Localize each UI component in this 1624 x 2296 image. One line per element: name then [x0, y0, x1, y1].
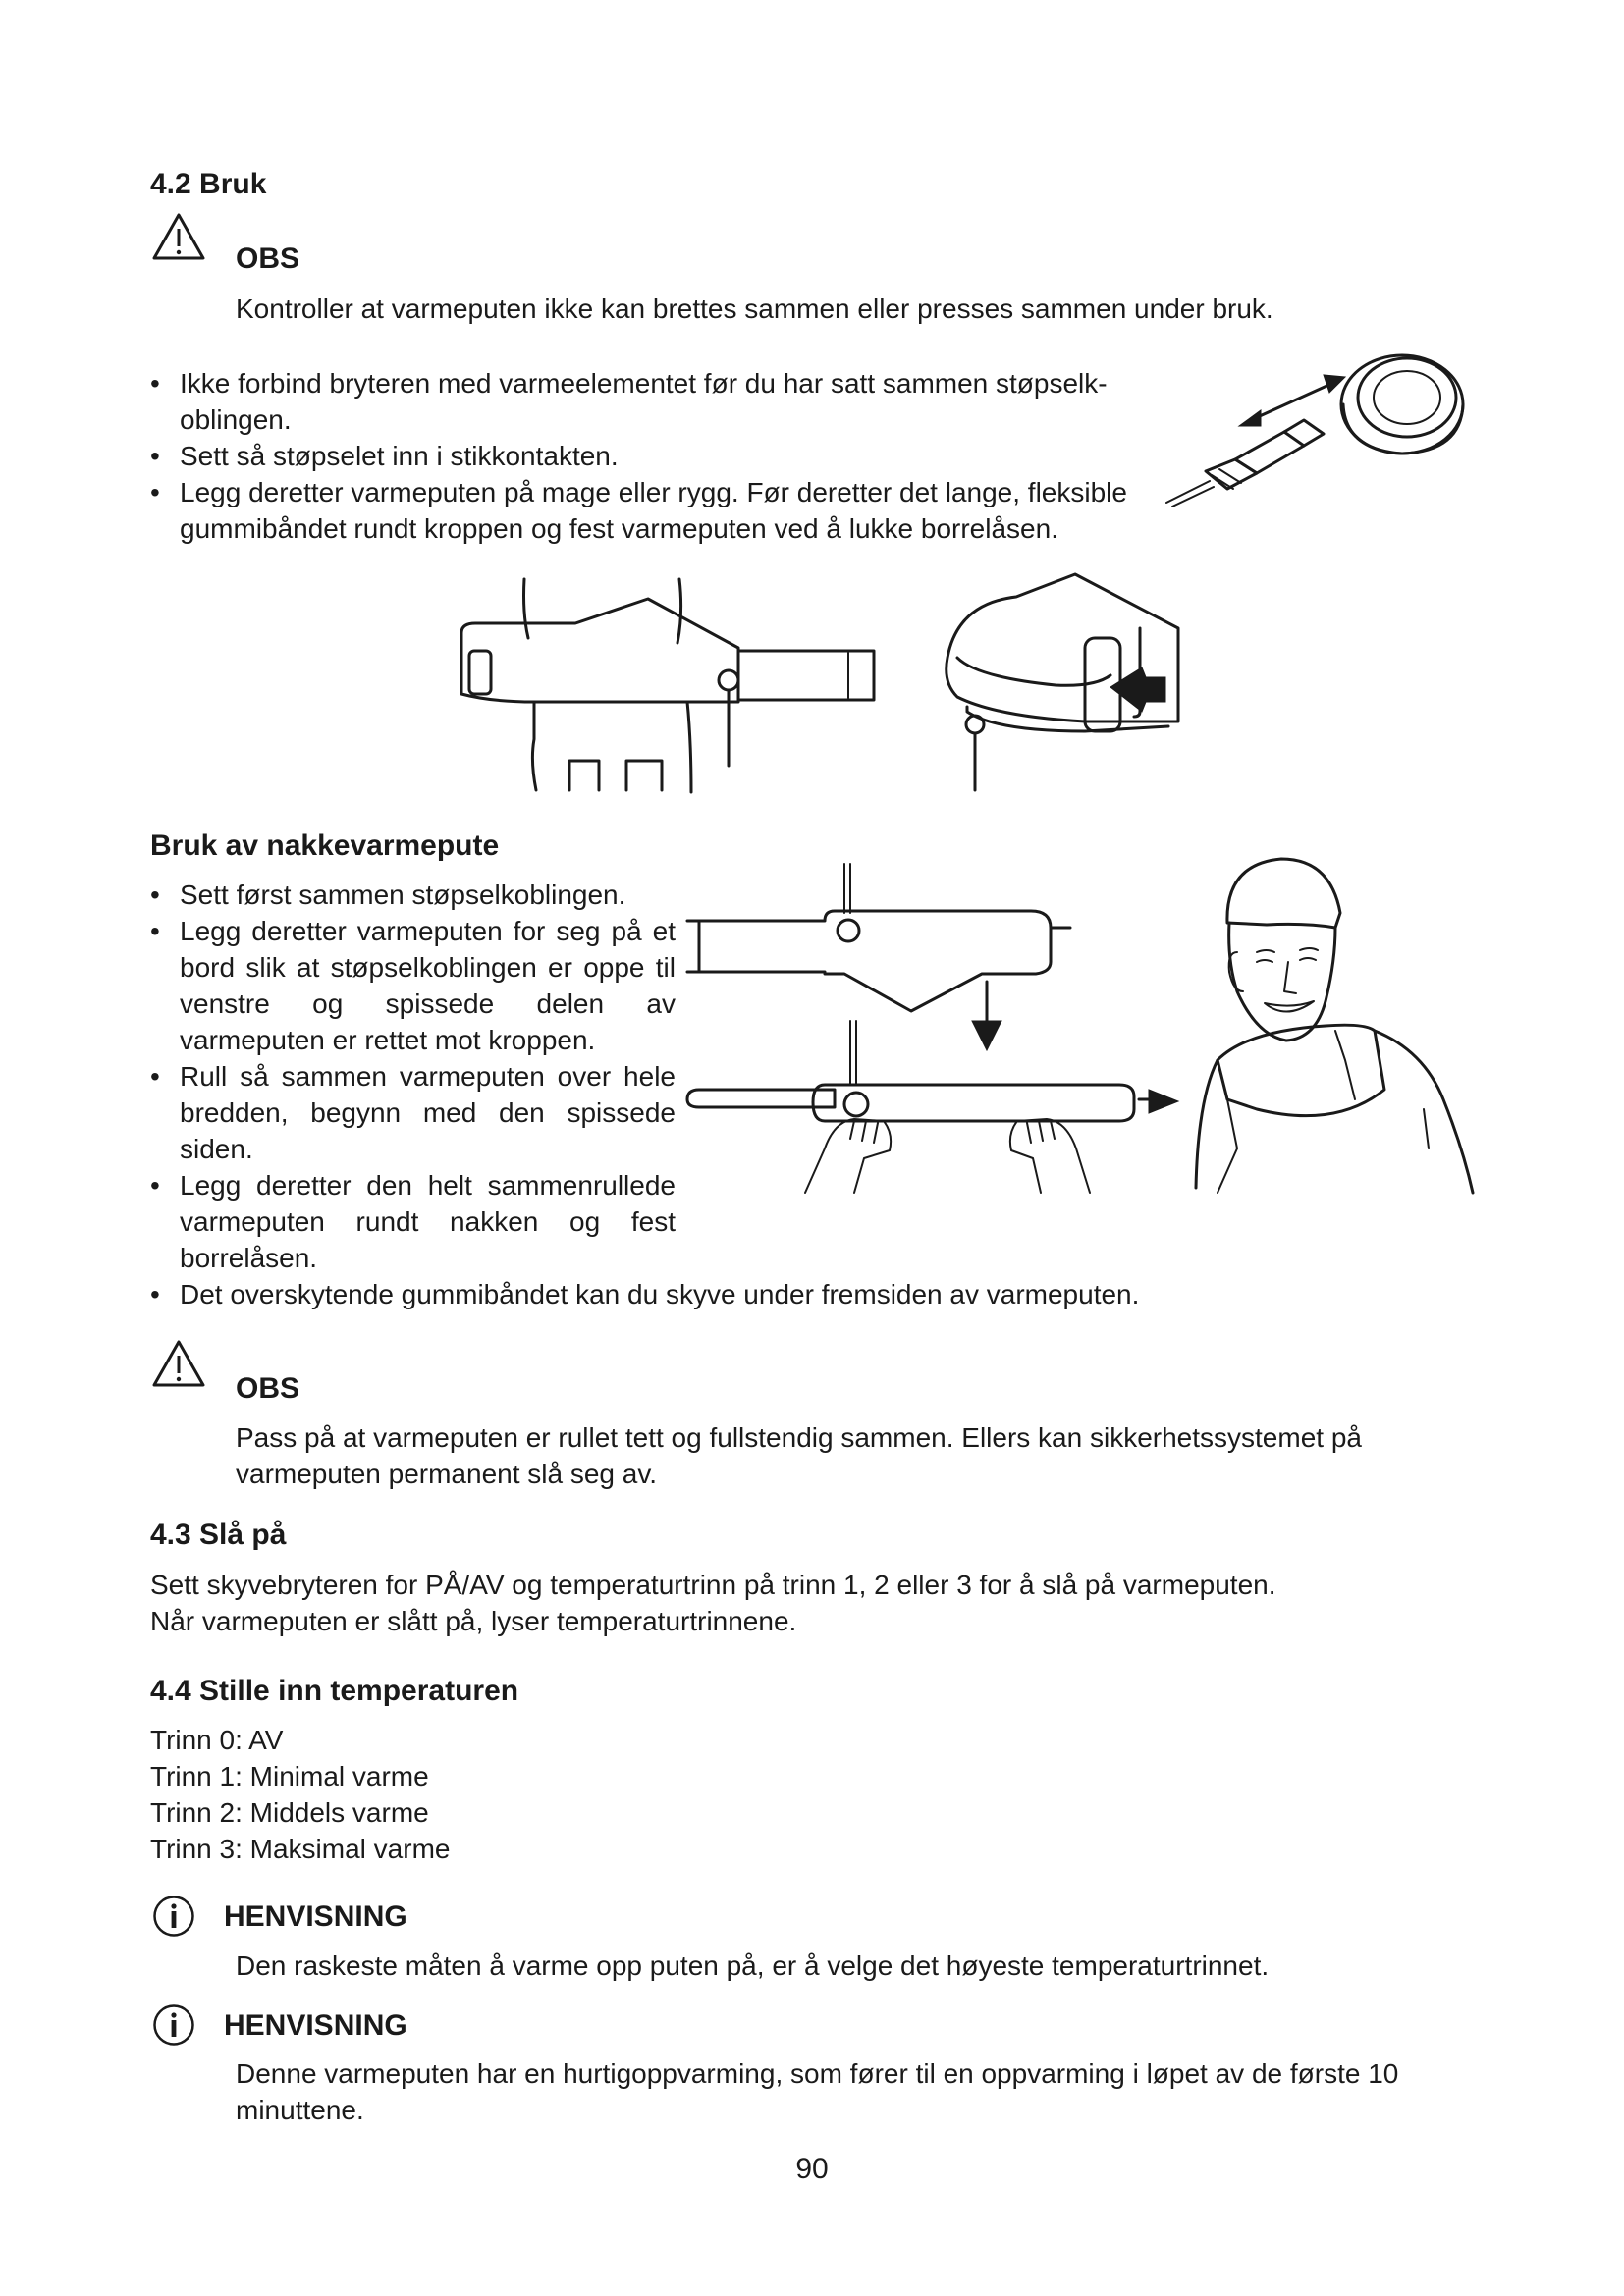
wrapped-belt-illustration	[938, 569, 1188, 795]
temperature-level: Trinn 1: Minimal varme	[150, 1761, 429, 1791]
list-item: • Legg deretter den helt sammenrullede varmeputen rundt nakken og fest borrelåsen.	[150, 1167, 676, 1276]
neck-bullet-list-tail	[150, 1276, 1328, 1312]
obs-label: OBS	[236, 242, 300, 275]
note-text: Den raskeste måten å varme opp puten på, er å velge det høyeste temperaturtrinnet.	[236, 1950, 1270, 1981]
list-item: • Det overskytende gummibåndet kan du skyve under fremsiden av varmeputen.	[150, 1276, 1328, 1312]
obs-text: Pass på at varmeputen er rullet tett og fullstendig sammen. Ellers kan sikkerhetssystemet på varmeputen permanent slå seg av.	[236, 1422, 1362, 1489]
list-item: • Legg deretter varmeputen for seg på et bord slik at støpselkoblingen er oppe til venstre og spissede delen av varmeputen er rettet mot kroppen.	[150, 913, 676, 1058]
info-circle-icon	[152, 2003, 195, 2047]
note-label: HENVISNING	[224, 1900, 407, 1933]
temperature-level: Trinn 2: Middels varme	[150, 1797, 429, 1828]
list-item: • Sett først sammen støpselkoblingen.	[150, 877, 676, 913]
neck-pad-heading: Bruk av nakkevarmepute	[150, 829, 500, 862]
page-number: 90	[795, 2153, 829, 2185]
note-label: HENVISNING	[224, 2009, 407, 2042]
switch-on-line: Når varmeputen er slått på, lyser temperaturtrinnene.	[150, 1606, 797, 1636]
warning-triangle-icon	[151, 212, 206, 261]
section-4-3-heading: 4.3 Slå på	[150, 1519, 287, 1551]
warning-triangle-icon	[151, 1339, 206, 1388]
neck-pad-rolling-illustration	[687, 864, 1198, 1202]
list-item: • Ikke forbind bryteren med varmeelementet før du har satt sammen støpselk-oblingen.	[150, 365, 1191, 438]
neck-bullet-list	[150, 877, 676, 1276]
obs-label: OBS	[236, 1372, 300, 1405]
list-item: • Rull så sammen varmeputen over hele bredden, begynn med den spissede siden.	[150, 1058, 676, 1167]
list-item: • Sett så støpselet inn i stikkontakten.	[150, 438, 1191, 474]
switch-on-line: Sett skyvebryteren for PÅ/AV og temperaturtrinn på trinn 1, 2 eller 3 for å slå på varmeputen.	[150, 1570, 1276, 1600]
info-circle-icon	[152, 1895, 195, 1938]
obs-text: Kontroller at varmeputen ikke kan brettes sammen eller presses sammen under bruk.	[236, 294, 1273, 324]
temperature-level: Trinn 0: AV	[150, 1725, 284, 1755]
list-item: • Legg deretter varmeputen på mage eller rygg. Før deretter det lange, fleksible gummibåndet rundt kroppen og fest varmeputen ved å lukke borrelåsen.	[150, 474, 1191, 547]
temperature-level: Trinn 3: Maksimal varme	[150, 1834, 451, 1864]
person-wearing-neck-pad-illustration	[1198, 854, 1497, 1207]
note-text: Denne varmeputen har en hurtigoppvarming, som fører til en oppvarming i løpet av de første 10 minuttene.	[236, 2058, 1399, 2125]
plug-connector-illustration	[1166, 344, 1490, 510]
section-4-2-heading: 4.2 Bruk	[150, 168, 267, 200]
usage-bullet-list	[150, 365, 1162, 547]
section-4-4-heading: 4.4 Stille inn temperaturen	[150, 1675, 519, 1707]
belly-pad-illustration	[452, 574, 884, 795]
